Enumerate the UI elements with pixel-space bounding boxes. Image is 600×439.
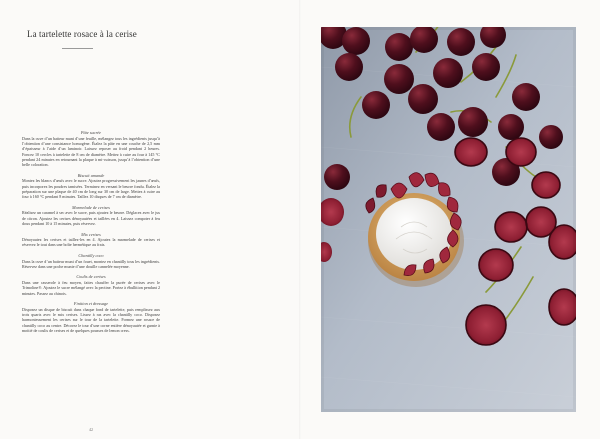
section-body: Dans la cuve d’un batteur muni d’une feuille, mélangez tous les ingrédients jusqu’à l’obtention d’une consistance homogène. Étalez la pâte en une couche de 2,5 mm d’épaisseur à l’aide d’un laminoir. Laissez reposer au froid pendant 2 heures. Foncez 10 cercles à tartelette de 8 cm de diamètre. Mettez à cuire au four à 145 °C pendant 24 minutes en retournant la plaque à mi-cuisson, jusqu’à l’obtention d’une belle coloration. <box>22 135 160 168</box>
recipe-section-chantilly <box>22 253 160 269</box>
section-title: Mix cerises <box>81 231 101 237</box>
recipe-section-coulis <box>22 274 160 296</box>
section-body: Dans une casserole à feu moyen, faites chauffer la purée de cerises avec le Trimoline®. Ajoutez le sucre mélangé avec la pectine. Portez à ébullition pendant 2 minutes. Passez au chinois. <box>22 279 160 296</box>
section-body: Disposez un disque de biscuit dans chaque fond de tartelette, puis remplissez aux trois quarts avec le mix cerises. Lissez à ras avec la chantilly coco. Disposez harmonieusement les cerises sur le tour de la tartelette. Formez une rosace de chantilly coco au centre. Décorez le tour d’une corne entière dénoyautée et garnie à moitié de coulis de cerises et de quelques pousses de lemon cress. <box>22 306 160 333</box>
photo-illustration <box>321 27 576 412</box>
section-body: Dans la cuve d’un batteur muni d’un fouet, montez en chantilly tous les ingrédients. Réservez dans une poche munie d’une douille cannelée moyenne. <box>22 258 160 269</box>
recipe-section-mix-cerises <box>22 232 160 248</box>
section-body: Réalisez un caramel à sec avec le sucre, puis ajoutez le beurre. Déglacez avec le jus de citron. Ajoutez les cerises dénoyautées et taillées en 4. Laissez compoter à feu doux pendant 10 à 15 minutes, puis réservez. <box>22 210 160 227</box>
recipe-text <box>22 130 160 338</box>
cherry-tartlet-photo <box>321 27 576 412</box>
section-body: Dénoyautez les cerises et taillez-les en 4. Ajoutez la marmelade de cerises et réservez le tout dans une boîte hermétique au frais. <box>22 237 160 248</box>
section-title: Coulis de cerises <box>76 274 106 280</box>
section-title: Finition et dressage <box>73 301 109 306</box>
recipe-section-pate-sucree <box>22 130 160 168</box>
section-title: Biscuit amande <box>77 172 105 178</box>
recipe-section-finition <box>22 301 160 333</box>
page-number: 42 <box>89 427 93 432</box>
section-title: Chantilly coco <box>78 252 104 258</box>
section-title: Pâte sucrée <box>80 130 102 135</box>
page-title: La tartelette rosace à la cerise <box>27 29 137 39</box>
section-title: Marmelade de cerises <box>72 204 110 210</box>
title-rule <box>62 48 93 49</box>
book-gutter <box>299 0 301 439</box>
section-body: Montez les blancs d’œufs avec le sucre. Ajoutez progressivement les jaunes d’œufs, puis incorporez les poudres tamisées. Terminez en versant le beurre fondu. Étalez la préparation sur une plaque de 40 cm de long sur 30 cm de large. Mettez à cuire au four à 160 °C pendant 8 minutes. Taillez 10 disques de 7 cm de diamètre. <box>22 178 160 200</box>
recipe-section-marmelade <box>22 205 160 227</box>
recipe-section-biscuit-amande <box>22 173 160 200</box>
